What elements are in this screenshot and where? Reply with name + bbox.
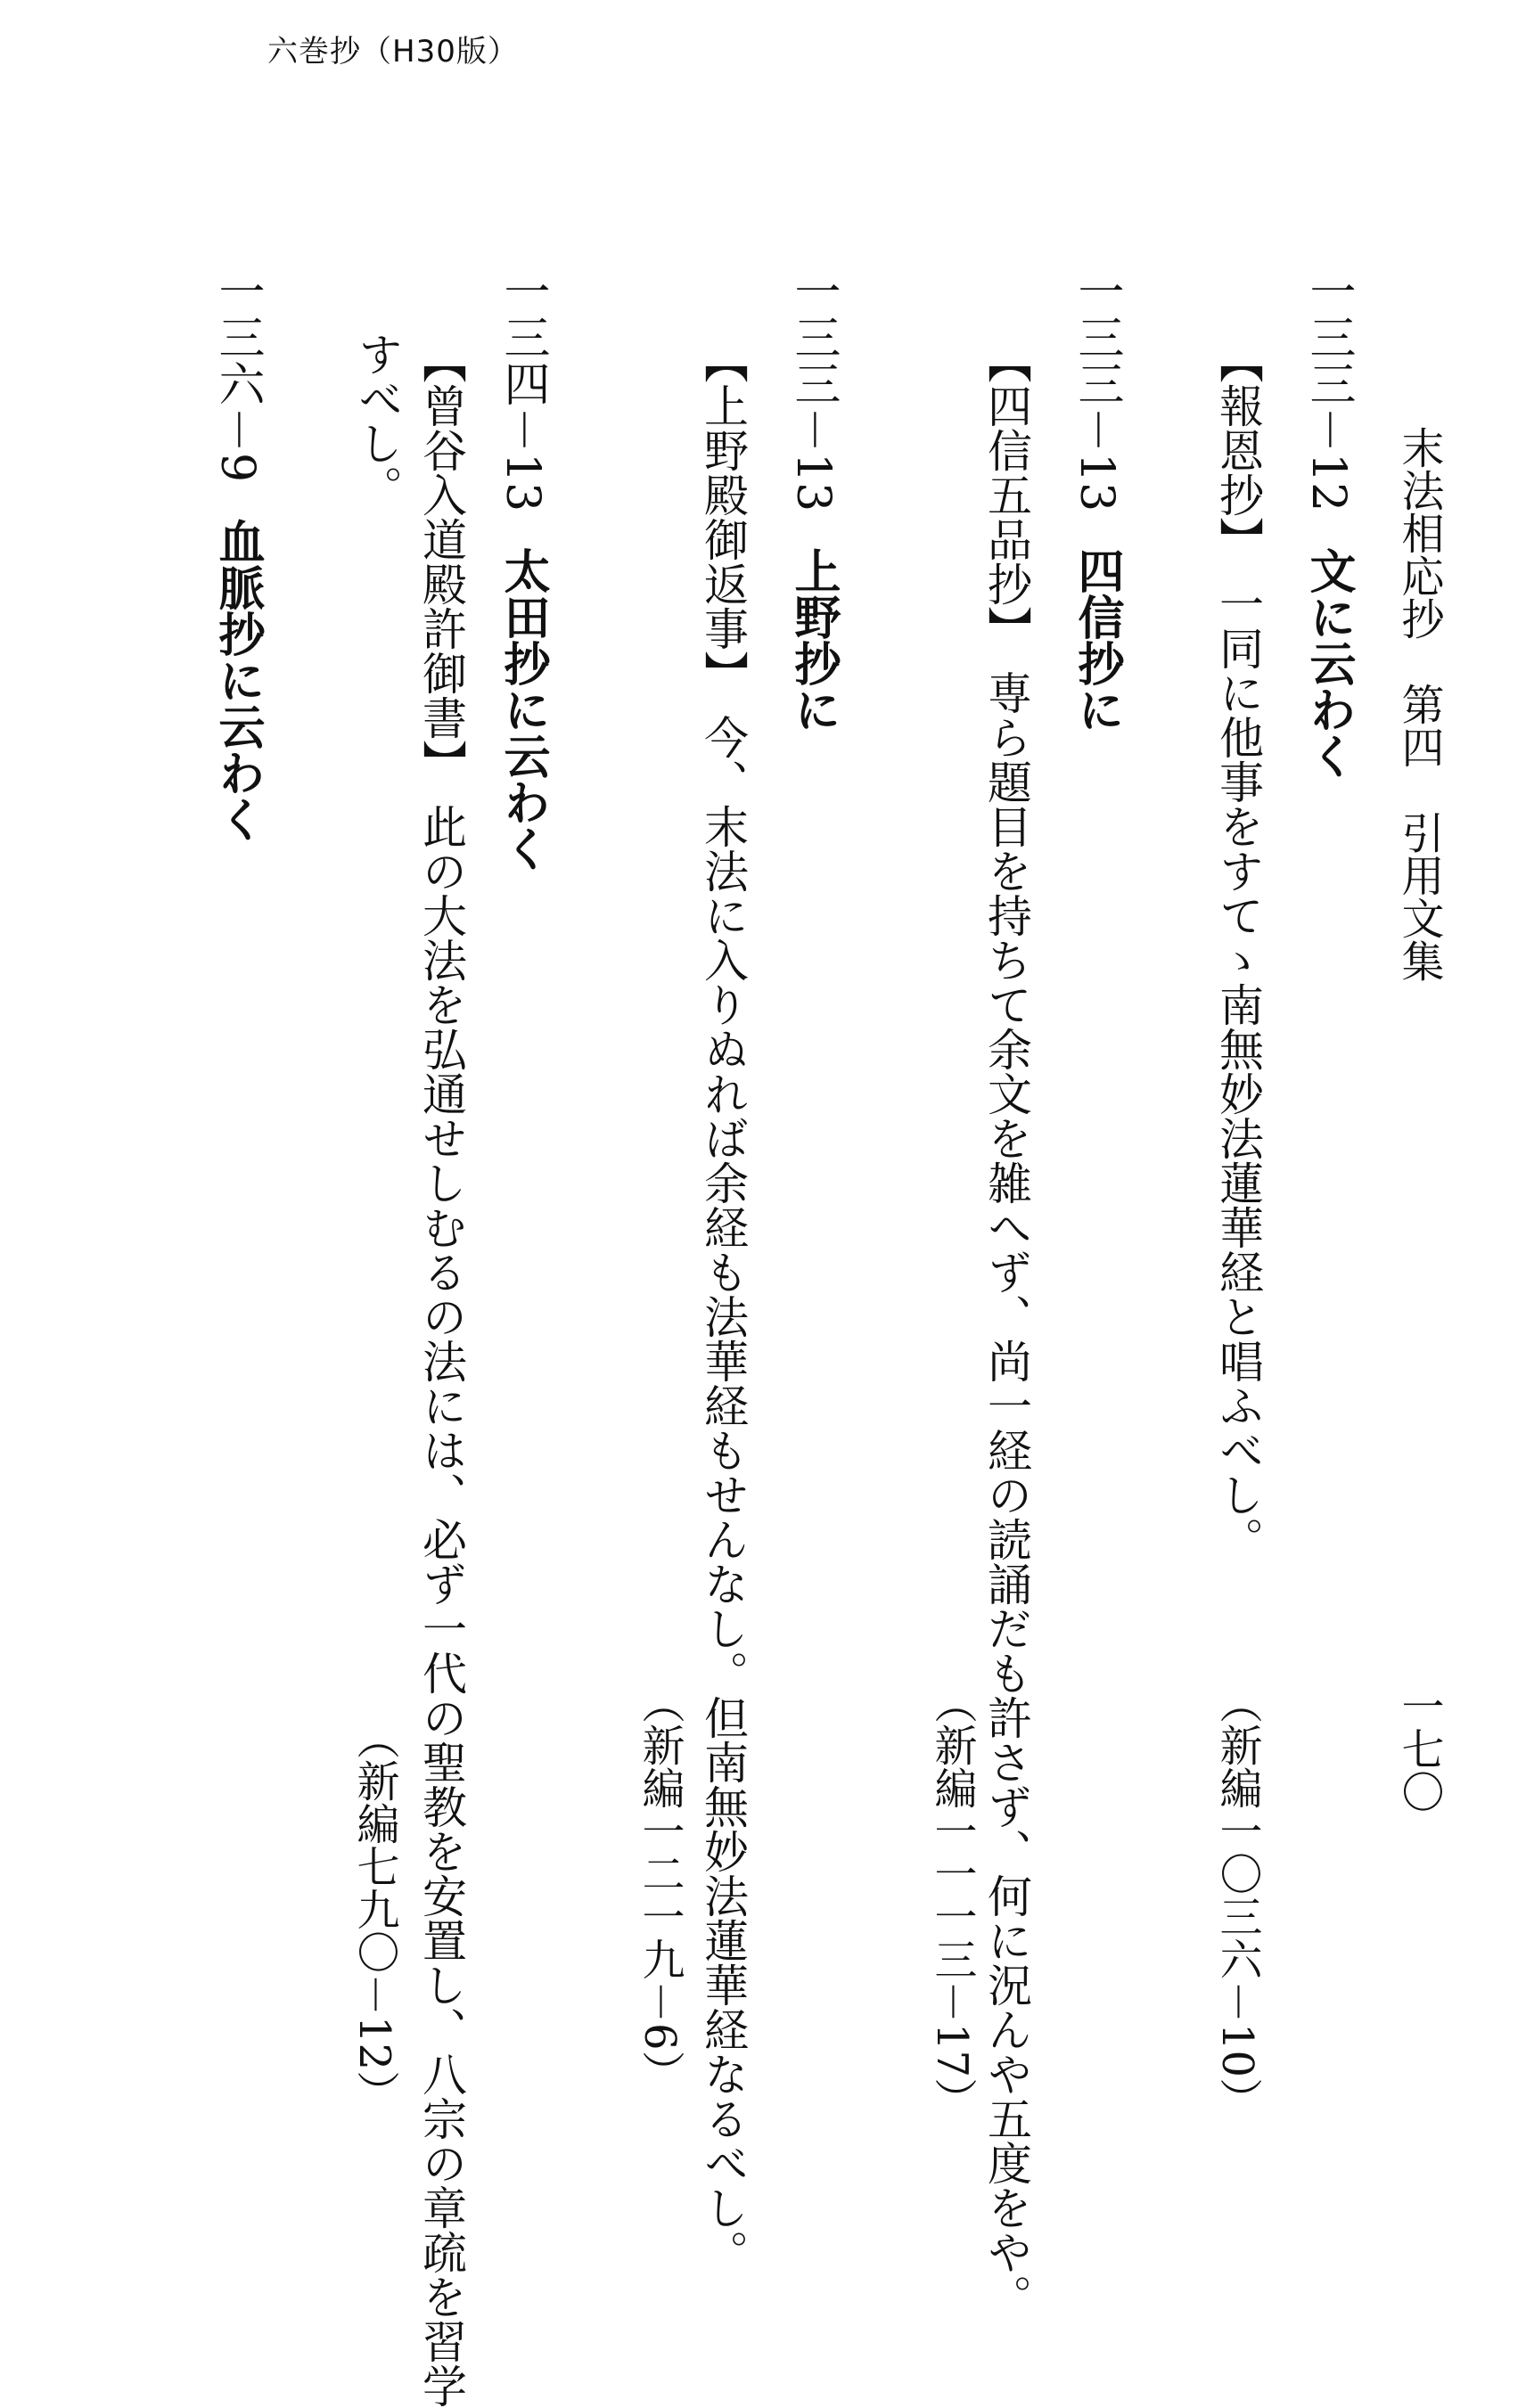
entry-ref: 一三六－9 — [210, 267, 264, 483]
quote-source: 【報恩抄】 — [1212, 339, 1264, 561]
edition-label: 六巻抄（H30版） — [267, 34, 519, 70]
entry-title: 文に云わく — [1301, 547, 1355, 780]
quote-line — [415, 339, 467, 2408]
entry-title: 太田抄に云わく — [496, 547, 549, 872]
entry-heading — [1070, 267, 1123, 733]
entry-title: 四信抄に — [1070, 547, 1123, 733]
quote-text: 此の大法を弘通せしむるの法には、必ず一代の聖教を安置し、八宗の章疏を習学 — [415, 804, 467, 2408]
quote-text: 専ら題目を持ちて余文を雑へず、尚一経の読誦だも許さず、何に況んや五度をや。 — [980, 670, 1032, 2319]
quote-line — [1212, 339, 1264, 1561]
quote-source: 【上野殿御返事】 — [697, 339, 749, 695]
quote-line — [980, 339, 1032, 2319]
entry-ref: 一三三－13 — [1070, 267, 1123, 512]
citation: （新編七九〇－12） — [349, 1716, 399, 2114]
citation: （新編一一一三－17） — [927, 1681, 977, 2121]
entry-ref: 一三三－12 — [1301, 267, 1355, 512]
entry-heading — [210, 267, 264, 843]
entry-ref: 一三三－13 — [786, 267, 840, 512]
quote-continuation: すべし。 — [351, 332, 403, 510]
quote-text: 今、末法に入りぬれば余経も法華経もせんなし。但南無妙法蓮華経なるべし。 — [697, 715, 749, 2274]
quote-source: 【四信五品抄】 — [980, 339, 1032, 651]
page-number: 一七〇 — [1394, 1684, 1444, 1813]
quote-source: 【曾谷入道殿許御書】 — [415, 339, 467, 784]
citation: （新編一〇三六－10） — [1212, 1681, 1262, 2121]
quote-text: 一同に他事をすてゝ南無妙法蓮華経と唱ふべし。 — [1212, 581, 1264, 1561]
entry-ref: 一三四－13 — [496, 267, 549, 512]
entry-heading — [1301, 267, 1355, 780]
entry-title: 血脈抄に云わく — [210, 518, 264, 843]
quote-line — [697, 339, 749, 2274]
entry-title: 上野抄に — [786, 547, 840, 733]
running-head: 末法相応抄 第四 引用文集 — [1394, 426, 1444, 982]
entry-heading — [786, 267, 840, 733]
citation: （新編一二一九－6） — [635, 1681, 685, 2093]
entry-heading — [496, 267, 549, 872]
